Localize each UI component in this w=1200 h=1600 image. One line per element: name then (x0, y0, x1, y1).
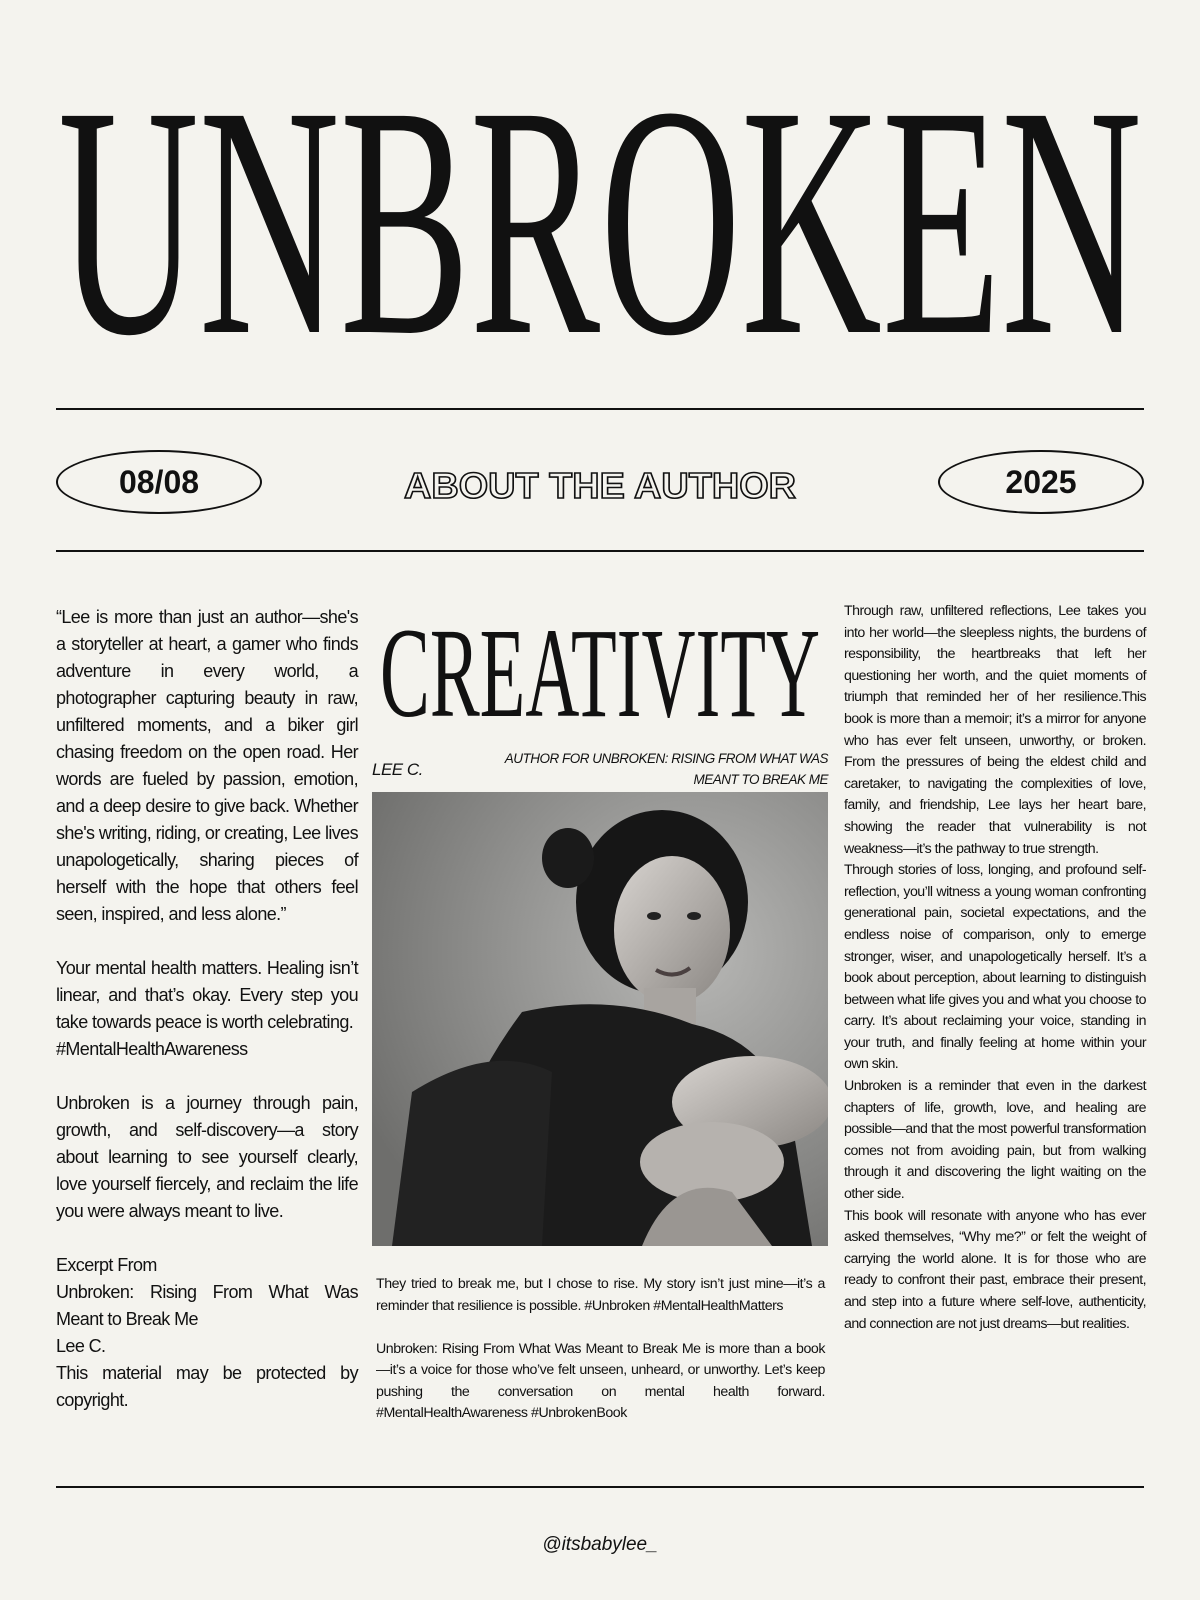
right-paragraph-3: Unbroken is a reminder that even in the darkest chapters of life, growth, love, and healing are possible—and that the most powerful transformation comes not from avoiding pain, but from walking through it and discovering the light waiting on the other side. (844, 1078, 1146, 1203)
masthead-title-text: UNBROKEN (58, 40, 1142, 350)
author-portrait-photo (372, 792, 828, 1246)
right-paragraph-2: Through stories of loss, longing, and profound self-reflection, you’ll witness a young woman confronting generational pain, societal expectations, and the endless noise of comparison, only to emerge stronger, wiser, and unapologetically herself. It’s a book about perception, about learning to distinguish between what life gives you and what you choose to carry. It’s about reclaiming your voice, standing in your truth, and finally feeling at home within your own skin. (844, 862, 1146, 1073)
author-quote: “Lee is more than just an author—she's a storyteller at heart, a gamer who finds adventure in every world, a photographer capturing beauty in raw, unfiltered moments, and a biker girl chasing freedom on the open road. Her words are fueled by passion, emotion, and a deep desire to give back. Whether she's writing, riding, or creating, Lee lives unapologetically, sharing pieces of herself with the hope that others feel seen, inspired, and less alone.” (56, 607, 358, 924)
creativity-heading (372, 602, 828, 722)
excerpt-label: Excerpt From (56, 1255, 157, 1275)
masthead-title (56, 40, 1144, 350)
date-text: 08/08 (118, 463, 200, 500)
journey-paragraph: Unbroken is a journey through pain, growth, and self-discovery—a story about learning to see yourself clearly, love yourself fiercely, and reclaim the life you were always meant to live. (56, 1093, 358, 1221)
date-badge (56, 450, 262, 514)
mental-health-text: Your mental health matters. Healing isn’t linear, and that’s okay. Every step you take towards peace is worth celebrating. (56, 958, 358, 1032)
excerpt-title: Unbroken: Rising From What Was Meant to Break Me (56, 1282, 358, 1329)
caption-rise: They tried to break me, but I chose to rise. My story isn’t just mine—it’s a reminder that resilience is possible. #Unbroken #MentalHealthMatters (376, 1276, 825, 1314)
caption-book-voice: Unbroken: Rising From What Was Meant to Break Me is more than a book—it’s a voice for those who’ve felt unseen, unheard, or unworthy. Let’s keep pushing the conversation on mental health forward. #MentalHealthAwareness #UnbrokenBook (376, 1340, 825, 1421)
left-column (56, 604, 358, 1414)
middle-captions (376, 1274, 825, 1446)
right-column (844, 601, 1146, 1335)
mental-health-note (56, 955, 358, 1063)
section-title-text: ABOUT THE AUTHOR (404, 465, 796, 506)
creativity-heading-text: CREATIVITY (380, 602, 820, 722)
author-name: LEE C. (372, 760, 423, 779)
social-handle: @itsbabylee_ (542, 1534, 658, 1555)
header-bottom-divider (56, 550, 1144, 552)
excerpt-block (56, 1252, 358, 1414)
right-paragraph-4: This book will resonate with anyone who has ever asked themselves, “Why me?” or felt the weight of carrying the world alone. It is for those who are ready to confront their past, embrace their present, and step into a future where self-love, authenticity, and connection are not just dreams—but realities. (844, 1207, 1146, 1332)
section-title (330, 454, 870, 514)
author-for-label: AUTHOR FOR UNBROKEN: RISING FROM WHAT WAS MEANT TO BREAK ME (504, 751, 828, 787)
year-text: 2025 (1005, 463, 1077, 500)
excerpt-author: Lee C. (56, 1336, 106, 1356)
top-divider (56, 408, 1144, 410)
copyright-notice: This material may be protected by copyright. (56, 1363, 358, 1410)
right-paragraph-1: Through raw, unfiltered reflections, Lee takes you into her world—the sleepless nights, the burdens of responsibility, the heartbreaks that left her questioning her worth, and the quiet moments of triumph that reminded her of her resilience.This book is more than a memoir; it’s a mirror for anyone who has ever felt unseen, unworthy, or broken. From the pressures of being the eldest child and caretaker, to navigating the complexities of love, family, and friendship, Lee lays her heart bare, showing the reader that vulnerability is not weakness—it’s the pathway to true strength. (844, 603, 1146, 857)
year-badge (938, 450, 1144, 514)
mental-health-hashtag: #MentalHealthAwareness (56, 1039, 248, 1059)
footer-divider (56, 1486, 1144, 1488)
